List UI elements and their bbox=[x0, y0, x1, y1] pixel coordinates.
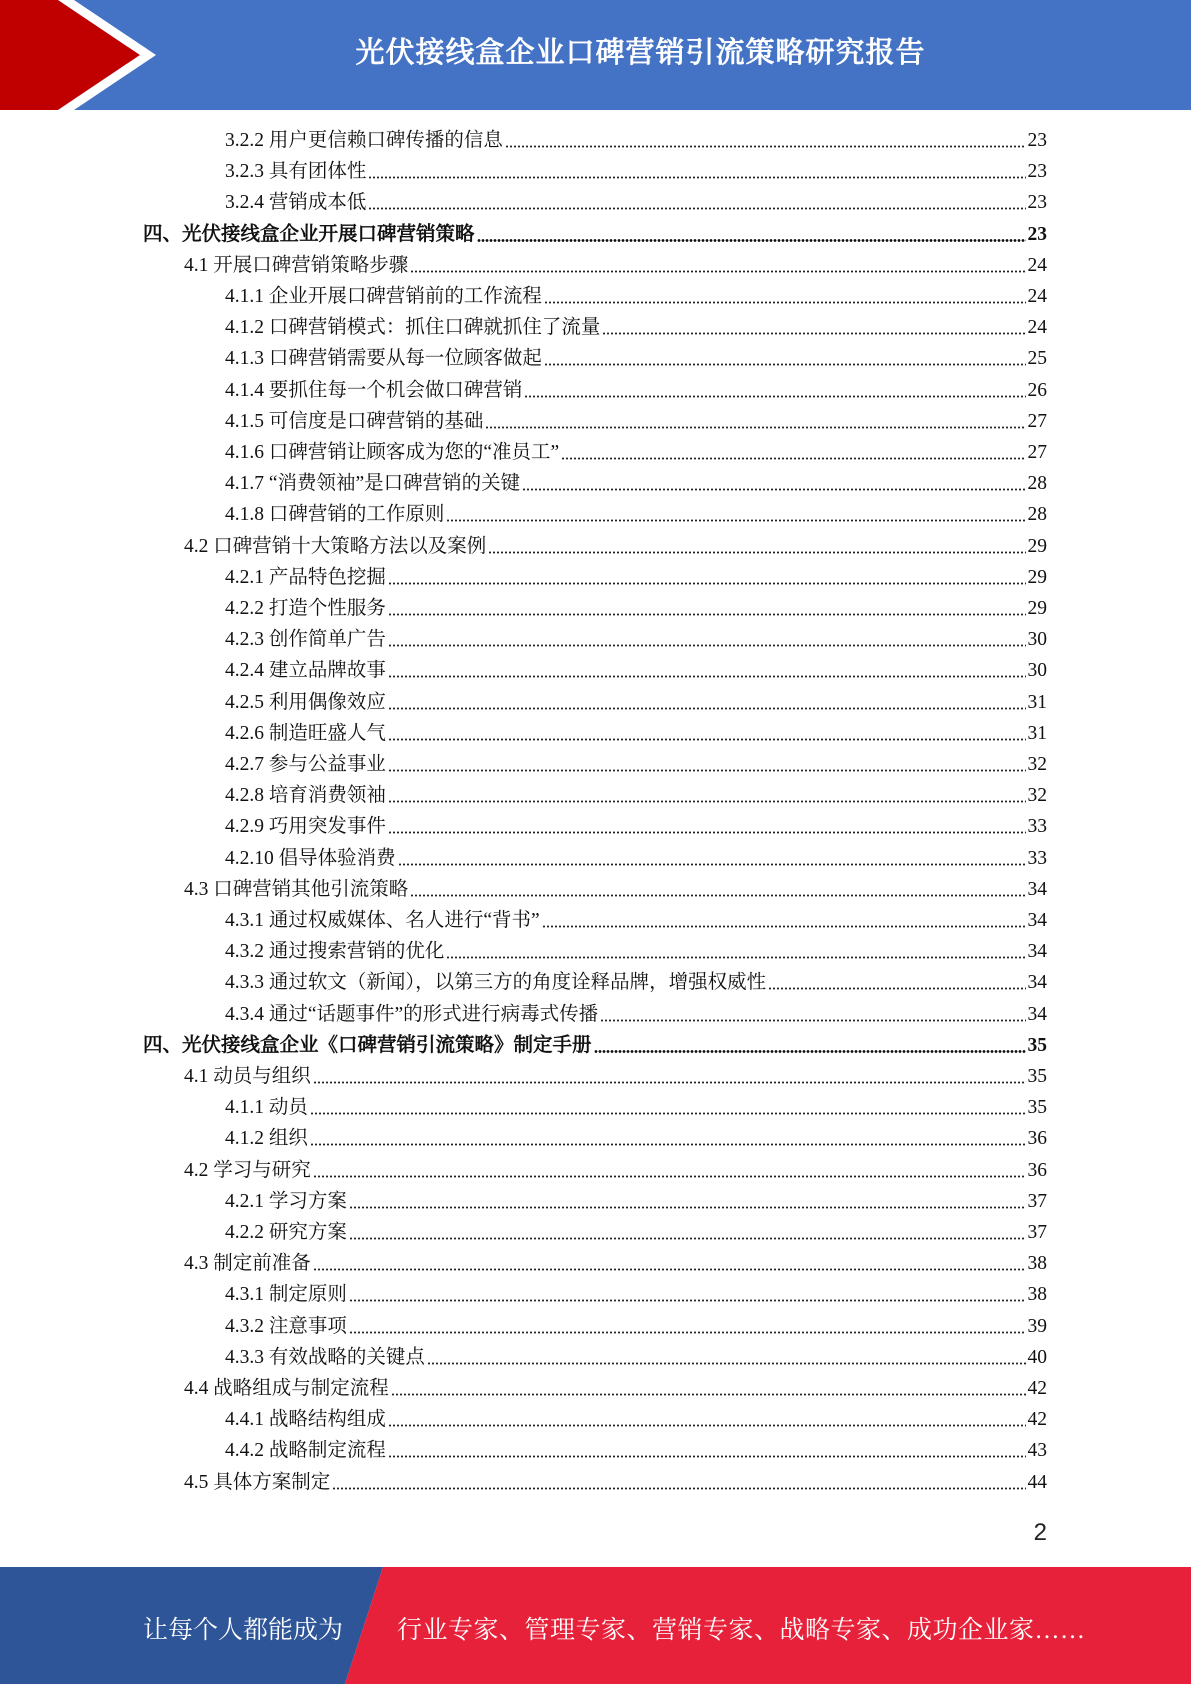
toc-dot-leader bbox=[349, 1299, 1026, 1302]
page-number: 2 bbox=[1033, 1519, 1047, 1546]
toc-entry[interactable] bbox=[184, 1373, 1047, 1404]
toc-dot-leader bbox=[332, 1487, 1025, 1490]
toc-entry[interactable] bbox=[184, 1248, 1047, 1279]
toc-dot-leader bbox=[522, 488, 1025, 491]
toc-dot-leader bbox=[349, 1331, 1026, 1334]
toc-dot-leader bbox=[368, 176, 1025, 179]
toc-entry-title: 4.1.1 企业开展口碑营销前的工作流程 bbox=[225, 286, 542, 307]
toc-entry-page: 34 bbox=[1027, 941, 1047, 963]
toc-entry[interactable] bbox=[225, 624, 1047, 655]
toc-entry-page: 31 bbox=[1027, 691, 1047, 713]
toc-entry-page: 24 bbox=[1027, 317, 1047, 339]
toc-entry-title: 4.2.6 制造旺盛人气 bbox=[225, 722, 386, 744]
toc-dot-leader bbox=[427, 1362, 1026, 1365]
toc-entry-page: 39 bbox=[1027, 1315, 1047, 1337]
toc-dot-leader bbox=[594, 1050, 1026, 1053]
toc-entry-title: 4.4 战略组成与制定流程 bbox=[184, 1378, 389, 1399]
toc-dot-leader bbox=[410, 894, 1025, 897]
toc-entry-page: 30 bbox=[1027, 629, 1047, 651]
toc-dot-leader bbox=[561, 457, 1025, 460]
toc-entry-title: 4.3.1 通过权威媒体、名人进行“背书” bbox=[225, 910, 540, 931]
toc-entry-page: 44 bbox=[1027, 1471, 1047, 1493]
toc-entry-title: 4.1.1 动员 bbox=[225, 1097, 308, 1119]
toc-dot-leader bbox=[388, 675, 1026, 678]
toc-entry[interactable] bbox=[225, 780, 1047, 811]
toc-entry[interactable] bbox=[184, 250, 1047, 281]
toc-entry-page: 29 bbox=[1027, 598, 1047, 619]
toc-entry[interactable] bbox=[184, 1467, 1047, 1498]
toc-entry[interactable] bbox=[225, 1217, 1047, 1248]
toc-entry-title: 3.2.3 具有团体性 bbox=[225, 161, 367, 183]
toc-dot-leader bbox=[349, 1206, 1026, 1209]
toc-entry-title: 4.2.5 利用偶像效应 bbox=[225, 691, 386, 713]
toc-entry-title: 3.2.2 用户更信赖口碑传播的信息 bbox=[225, 130, 503, 151]
toc-entry[interactable] bbox=[225, 562, 1047, 593]
toc-entry[interactable] bbox=[225, 375, 1047, 406]
toc-dot-leader bbox=[602, 332, 1025, 335]
toc-entry-page: 28 bbox=[1027, 504, 1047, 526]
toc-entry-title: 4.1.3 口碑营销需要从每一位顾客做起 bbox=[225, 348, 542, 370]
toc-entry-title: 4.2.1 学习方案 bbox=[225, 1190, 347, 1212]
toc-entry[interactable] bbox=[225, 1123, 1047, 1154]
toc-entry-page: 40 bbox=[1027, 1346, 1047, 1368]
toc-dot-leader bbox=[446, 956, 1025, 959]
toc-dot-leader bbox=[313, 1081, 1026, 1084]
toc-dot-leader bbox=[768, 987, 1025, 990]
toc-entry-title: 4.2.3 创作简单广告 bbox=[225, 629, 386, 651]
toc-entry[interactable] bbox=[225, 967, 1047, 998]
toc-dot-leader bbox=[388, 613, 1026, 616]
footer-slogan-left: 让每个人都能成为 bbox=[143, 1617, 344, 1644]
toc-entry-page: 37 bbox=[1027, 1190, 1047, 1212]
toc-entry-page: 34 bbox=[1027, 972, 1047, 994]
toc-entry-page: 33 bbox=[1027, 816, 1047, 838]
toc-entry-page: 23 bbox=[1027, 161, 1047, 183]
toc-entry[interactable] bbox=[225, 343, 1047, 374]
toc-entry-title: 4.3.2 注意事项 bbox=[225, 1315, 347, 1337]
toc-dot-leader bbox=[446, 519, 1025, 522]
toc-entry-page: 35 bbox=[1027, 1066, 1047, 1087]
toc-entry-title: 4.1.2 口碑营销模式：抓住口碑就抓住了流量 bbox=[225, 317, 601, 339]
page-footer bbox=[0, 1567, 1191, 1684]
toc-entry[interactable] bbox=[225, 593, 1047, 624]
toc-entry-page: 35 bbox=[1027, 1034, 1047, 1056]
toc-entry-title: 4.2.7 参与公益事业 bbox=[225, 754, 386, 775]
toc-entry-title: 4.3.2 通过搜索营销的优化 bbox=[225, 941, 445, 963]
toc-entry-title: 4.2 口碑营销十大策略方法以及案例 bbox=[184, 535, 487, 557]
toc-entry[interactable] bbox=[225, 843, 1047, 874]
toc-dot-leader bbox=[313, 1175, 1026, 1178]
toc-entry[interactable] bbox=[143, 219, 1047, 250]
toc-entry-title: 4.2.2 研究方案 bbox=[225, 1222, 347, 1243]
toc-dot-leader bbox=[524, 395, 1025, 398]
toc-entry-page: 31 bbox=[1027, 722, 1047, 744]
toc-entry-page: 28 bbox=[1027, 473, 1047, 495]
toc-dot-leader bbox=[349, 1237, 1026, 1240]
footer-slogan-right: 行业专家、管理专家、营销专家、战略专家、成功企业家…… bbox=[397, 1617, 1086, 1644]
toc-dot-leader bbox=[388, 738, 1026, 741]
toc-dot-leader bbox=[477, 239, 1026, 242]
toc-entry-page: 29 bbox=[1027, 566, 1047, 588]
toc-dot-leader bbox=[410, 270, 1025, 273]
toc-entry-title: 3.2.4 营销成本低 bbox=[225, 192, 367, 214]
toc-dot-leader bbox=[485, 426, 1025, 429]
toc-entry[interactable] bbox=[225, 437, 1047, 468]
toc-entry[interactable] bbox=[225, 156, 1047, 187]
toc-entry[interactable] bbox=[225, 468, 1047, 499]
toc-dot-leader bbox=[544, 301, 1026, 304]
toc-entry-title: 4.2.2 打造个性服务 bbox=[225, 598, 386, 619]
toc-entry-title: 4.5 具体方案制定 bbox=[184, 1471, 331, 1493]
toc-entry[interactable] bbox=[184, 1061, 1047, 1092]
toc-entry[interactable] bbox=[225, 905, 1047, 936]
toc-entry-title: 四、光伏接线盒企业开展口碑营销策略 bbox=[143, 223, 475, 245]
toc-entry-title: 4.2.9 巧用突发事件 bbox=[225, 816, 386, 838]
toc-entry[interactable] bbox=[225, 749, 1047, 780]
toc-entry[interactable] bbox=[225, 499, 1047, 530]
toc-entry-page: 36 bbox=[1027, 1128, 1047, 1150]
toc-entry-title: 4.3.3 通过软文（新闻），以第三方的角度诠释品牌，增强权威性 bbox=[225, 972, 767, 994]
toc-dot-leader bbox=[388, 582, 1026, 585]
toc-entry-title: 4.1.6 口碑营销让顾客成为您的“准员工” bbox=[225, 442, 560, 463]
toc-entry[interactable] bbox=[225, 655, 1047, 686]
toc-entry-title: 4.3 制定前准备 bbox=[184, 1253, 311, 1275]
toc-entry-page: 23 bbox=[1027, 192, 1047, 214]
toc-entry-title: 4.1 动员与组织 bbox=[184, 1066, 311, 1087]
toc-entry-page: 24 bbox=[1027, 254, 1047, 276]
toc-entry-page: 42 bbox=[1027, 1409, 1047, 1431]
toc-entry[interactable] bbox=[225, 1342, 1047, 1373]
toc-entry[interactable] bbox=[225, 406, 1047, 437]
toc-entry-page: 37 bbox=[1027, 1222, 1047, 1243]
toc-entry[interactable] bbox=[225, 1435, 1047, 1466]
page-header bbox=[0, 0, 1191, 110]
toc-dot-leader bbox=[310, 1112, 1026, 1115]
toc-dot-leader bbox=[388, 644, 1026, 647]
toc-dot-leader bbox=[391, 1393, 1026, 1396]
toc-entry-title: 4.2.1 产品特色挖掘 bbox=[225, 566, 386, 588]
toc-entry[interactable] bbox=[225, 1092, 1047, 1123]
toc-entry-title: 4.2.10 倡导体验消费 bbox=[225, 847, 396, 869]
toc-entry-page: 32 bbox=[1027, 785, 1047, 807]
toc-entry[interactable] bbox=[184, 874, 1047, 905]
toc-entry[interactable] bbox=[225, 312, 1047, 343]
toc-dot-leader bbox=[388, 831, 1026, 834]
toc-entry-page: 32 bbox=[1027, 754, 1047, 775]
toc-entry-title: 4.1.2 组织 bbox=[225, 1128, 308, 1150]
toc-entry[interactable] bbox=[225, 1279, 1047, 1310]
toc-dot-leader bbox=[310, 1143, 1026, 1146]
toc-dot-leader bbox=[544, 363, 1026, 366]
toc-entry[interactable] bbox=[184, 531, 1047, 562]
toc-entry-title: 4.3.1 制定原则 bbox=[225, 1284, 347, 1306]
toc-entry-page: 27 bbox=[1027, 442, 1047, 463]
toc-entry[interactable] bbox=[225, 811, 1047, 842]
toc-entry-title: 4.3.3 有效战略的关键点 bbox=[225, 1346, 425, 1368]
toc-entry-page: 29 bbox=[1027, 535, 1047, 557]
toc-entry-title: 4.4.1 战略结构组成 bbox=[225, 1409, 386, 1431]
toc-entry[interactable] bbox=[225, 1186, 1047, 1217]
toc-dot-leader bbox=[600, 1019, 1025, 1022]
toc-dot-leader bbox=[488, 551, 1025, 554]
toc-entry[interactable] bbox=[143, 1030, 1047, 1061]
toc-entry-title: 4.1 开展口碑营销策略步骤 bbox=[184, 254, 409, 276]
toc-entry-page: 30 bbox=[1027, 660, 1047, 682]
toc-entry-page: 33 bbox=[1027, 847, 1047, 869]
toc-dot-leader bbox=[388, 1455, 1026, 1458]
toc-entry[interactable] bbox=[225, 718, 1047, 749]
toc-dot-leader bbox=[388, 707, 1026, 710]
toc-entry[interactable] bbox=[225, 187, 1047, 218]
toc-entry-page: 26 bbox=[1027, 379, 1047, 401]
toc-dot-leader bbox=[388, 1424, 1026, 1427]
toc-entry-title: 四、光伏接线盒企业《口碑营销引流策略》制定手册 bbox=[143, 1034, 592, 1056]
toc-entry[interactable] bbox=[225, 281, 1047, 312]
toc-entry-page: 34 bbox=[1027, 878, 1047, 900]
toc-entry-title: 4.1.8 口碑营销的工作原则 bbox=[225, 504, 445, 526]
toc-entry[interactable] bbox=[225, 1311, 1047, 1342]
toc-entry-page: 35 bbox=[1027, 1097, 1047, 1119]
toc-entry-page: 34 bbox=[1027, 1003, 1047, 1025]
toc-dot-leader bbox=[368, 207, 1025, 210]
toc-entry[interactable] bbox=[225, 687, 1047, 718]
toc-entry-title: 4.1.7 “消费领袖”是口碑营销的关键 bbox=[225, 473, 521, 495]
toc-entry-page: 43 bbox=[1027, 1440, 1047, 1462]
toc-entry-page: 34 bbox=[1027, 910, 1047, 931]
toc-entry[interactable] bbox=[225, 1404, 1047, 1435]
toc-entry[interactable] bbox=[225, 999, 1047, 1030]
toc-entry[interactable] bbox=[225, 936, 1047, 967]
toc-dot-leader bbox=[542, 925, 1026, 928]
toc-entry-title: 4.3.4 通过“话题事件”的形式进行病毒式传播 bbox=[225, 1003, 599, 1025]
toc-entry-title: 4.4.2 战略制定流程 bbox=[225, 1440, 386, 1462]
toc-entry-title: 4.2.8 培育消费领袖 bbox=[225, 785, 386, 807]
toc-entry-page: 36 bbox=[1027, 1159, 1047, 1181]
toc-entry-page: 23 bbox=[1027, 130, 1047, 151]
toc-entry[interactable] bbox=[184, 1155, 1047, 1186]
toc-entry-title: 4.2 学习与研究 bbox=[184, 1159, 311, 1181]
toc-entry-page: 25 bbox=[1027, 348, 1047, 370]
toc-dot-leader bbox=[505, 145, 1026, 148]
toc-dot-leader bbox=[313, 1268, 1026, 1271]
toc-entry-page: 24 bbox=[1027, 286, 1047, 307]
toc-entry[interactable] bbox=[225, 125, 1047, 156]
toc-entry-page: 23 bbox=[1027, 223, 1047, 245]
toc-entry-page: 42 bbox=[1027, 1378, 1047, 1399]
toc-entry-page: 38 bbox=[1027, 1284, 1047, 1306]
toc-entry-title: 4.1.4 要抓住每一个机会做口碑营销 bbox=[225, 379, 523, 401]
toc-entry-title: 4.3 口碑营销其他引流策略 bbox=[184, 878, 409, 900]
toc-dot-leader bbox=[388, 769, 1026, 772]
toc-dot-leader bbox=[388, 800, 1026, 803]
toc-entry-title: 4.2.4 建立品牌故事 bbox=[225, 660, 386, 682]
toc-entry-page: 38 bbox=[1027, 1253, 1047, 1275]
toc-entry-title: 4.1.5 可信度是口碑营销的基础 bbox=[225, 410, 484, 432]
toc-entry-page: 27 bbox=[1027, 410, 1047, 432]
toc-dot-leader bbox=[398, 863, 1026, 866]
report-title: 光伏接线盒企业口碑营销引流策略研究报告 bbox=[355, 35, 926, 69]
